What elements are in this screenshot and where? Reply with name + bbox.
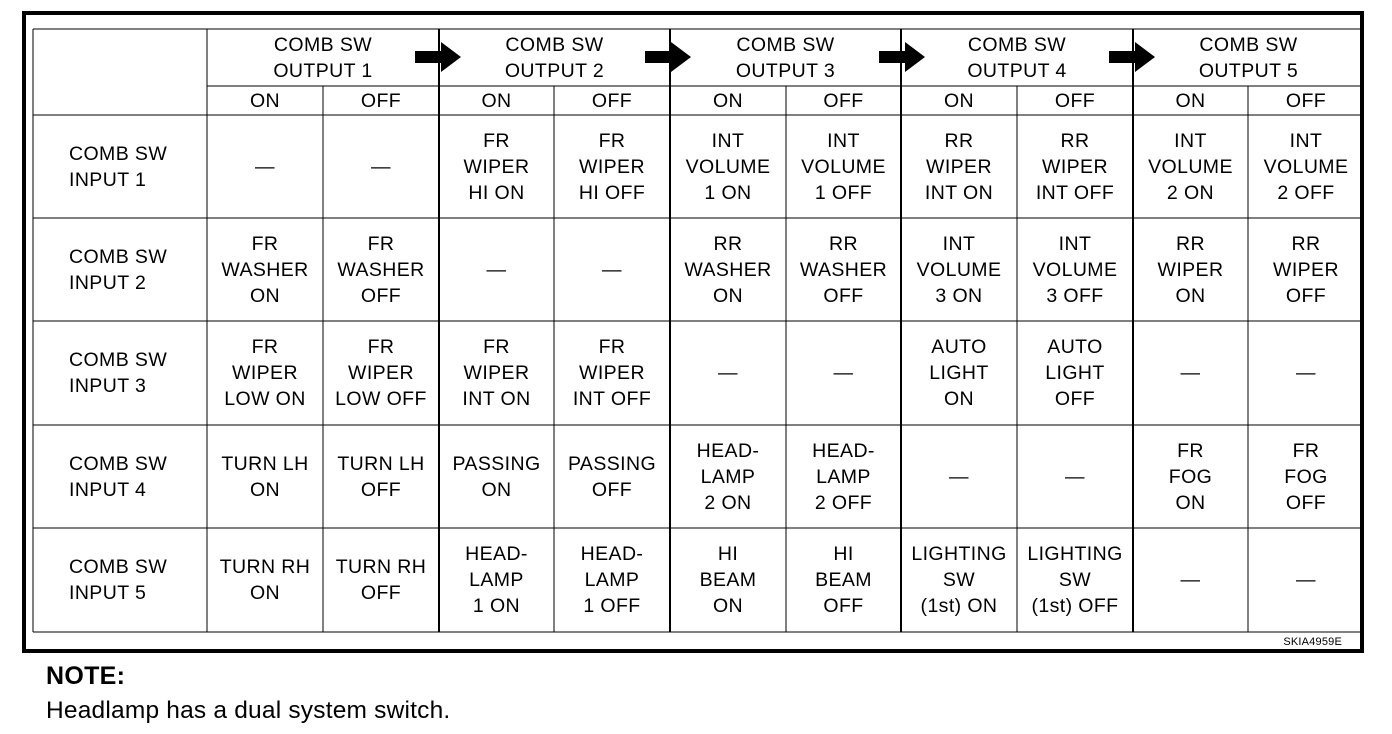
table-cell: RR WIPER INT ON	[924, 129, 994, 204]
sequence-arrow-icon	[1109, 42, 1155, 72]
table-cell: —	[1180, 569, 1201, 591]
table-cell: —	[1296, 362, 1316, 384]
table-cell: HEAD- LAMP 1 OFF	[580, 543, 644, 617]
table-cell: RR WASHER ON	[684, 232, 772, 307]
state-subheader: ON	[712, 89, 744, 112]
output-group-header: COMB SW OUTPUT 2	[504, 33, 605, 82]
table-cell: HEAD- LAMP 1 ON	[465, 543, 528, 617]
sequence-arrow-icon	[879, 42, 925, 72]
table-cell: FR WIPER INT ON	[462, 336, 531, 410]
table-cell: FR WIPER HI ON	[463, 129, 530, 204]
state-subheader: OFF	[1285, 89, 1327, 112]
table-cell: —	[1180, 362, 1201, 384]
table-cell: HEAD- LAMP 2 ON	[696, 439, 760, 514]
input-row-header: COMB SW INPUT 2	[69, 245, 168, 294]
table-cell: HI BEAM OFF	[815, 543, 872, 617]
table-cell: —	[718, 362, 738, 384]
table-cell: RR WIPER ON	[1157, 232, 1224, 307]
table-cell: FR FOG ON	[1168, 439, 1213, 514]
table-cell: FR WIPER LOW ON	[224, 336, 306, 410]
table-cell: INT VOLUME 2 OFF	[1263, 129, 1349, 204]
table-cell: TURN LH ON	[221, 452, 309, 501]
state-subheader: OFF	[823, 89, 864, 112]
figure-code: SKIA4959E	[1283, 636, 1342, 648]
table-cell: FR WIPER LOW OFF	[335, 336, 427, 410]
table-cell: —	[371, 155, 391, 178]
table-cell: RR WIPER INT OFF	[1035, 129, 1115, 204]
table-cell: FR FOG OFF	[1284, 439, 1328, 514]
table-cell: INT VOLUME 1 ON	[685, 129, 771, 204]
table-cell: PASSING OFF	[567, 452, 657, 501]
table-cell: FR WIPER HI OFF	[578, 129, 646, 204]
note-text: Headlamp has a dual system switch.	[46, 697, 451, 724]
table-cell: —	[833, 362, 854, 384]
table-cell: TURN RH OFF	[335, 556, 427, 604]
state-subheader: OFF	[360, 89, 402, 112]
output-group-header: COMB SW OUTPUT 1	[273, 33, 373, 82]
table-cell: FR WASHER ON	[221, 232, 309, 307]
table-cell: PASSING ON	[452, 452, 541, 501]
table-cell: TURN RH ON	[219, 556, 311, 604]
input-row-header: COMB SW INPUT 1	[69, 142, 168, 191]
sequence-arrow-icon	[415, 42, 461, 72]
output-group-header: COMB SW OUTPUT 3	[735, 33, 836, 82]
table-cell: INT VOLUME 2 ON	[1148, 129, 1233, 204]
table-cell: INT VOLUME 1 OFF	[801, 129, 886, 204]
table-cell: HEAD- LAMP 2 OFF	[812, 439, 875, 514]
output-group-header: COMB SW OUTPUT 4	[967, 33, 1067, 82]
state-subheader: ON	[1175, 89, 1206, 112]
sequence-arrow-icon	[645, 42, 691, 72]
state-subheader: ON	[249, 89, 281, 112]
table-cell: —	[602, 258, 622, 281]
table-cell: INT VOLUME 3 ON	[916, 232, 1002, 307]
output-group-header: COMB SW OUTPUT 5	[1198, 33, 1299, 82]
table-cell: AUTO LIGHT ON	[929, 336, 989, 410]
table-cell: INT VOLUME 3 OFF	[1032, 232, 1118, 307]
input-row-header: COMB SW INPUT 5	[69, 556, 168, 604]
table-cell: —	[486, 258, 507, 281]
table-cell: TURN LH OFF	[337, 452, 425, 501]
table-cell: —	[1296, 569, 1316, 591]
table-cell: AUTO LIGHT OFF	[1045, 336, 1105, 410]
input-row-header: COMB SW INPUT 4	[69, 452, 168, 501]
table-cell: RR WIPER OFF	[1273, 232, 1339, 307]
state-subheader: OFF	[591, 89, 633, 112]
table-cell: LIGHTING SW (1st) ON	[911, 543, 1007, 617]
state-subheader: ON	[943, 89, 975, 112]
table-cell: LIGHTING SW (1st) OFF	[1027, 543, 1123, 617]
input-row-header: COMB SW INPUT 3	[69, 349, 168, 397]
table-cell: RR WASHER OFF	[799, 232, 888, 307]
table-cell: —	[949, 465, 969, 488]
diagram-frame	[22, 11, 1364, 653]
state-subheader: OFF	[1054, 89, 1096, 112]
table-cell: —	[1065, 465, 1085, 488]
table-cell: —	[255, 155, 275, 178]
table-cell: FR WASHER OFF	[337, 232, 425, 307]
note-title: NOTE:	[46, 662, 126, 690]
table-cell: HI BEAM ON	[699, 543, 757, 617]
state-subheader: ON	[481, 89, 512, 112]
table-cell: FR WIPER INT OFF	[572, 336, 652, 410]
